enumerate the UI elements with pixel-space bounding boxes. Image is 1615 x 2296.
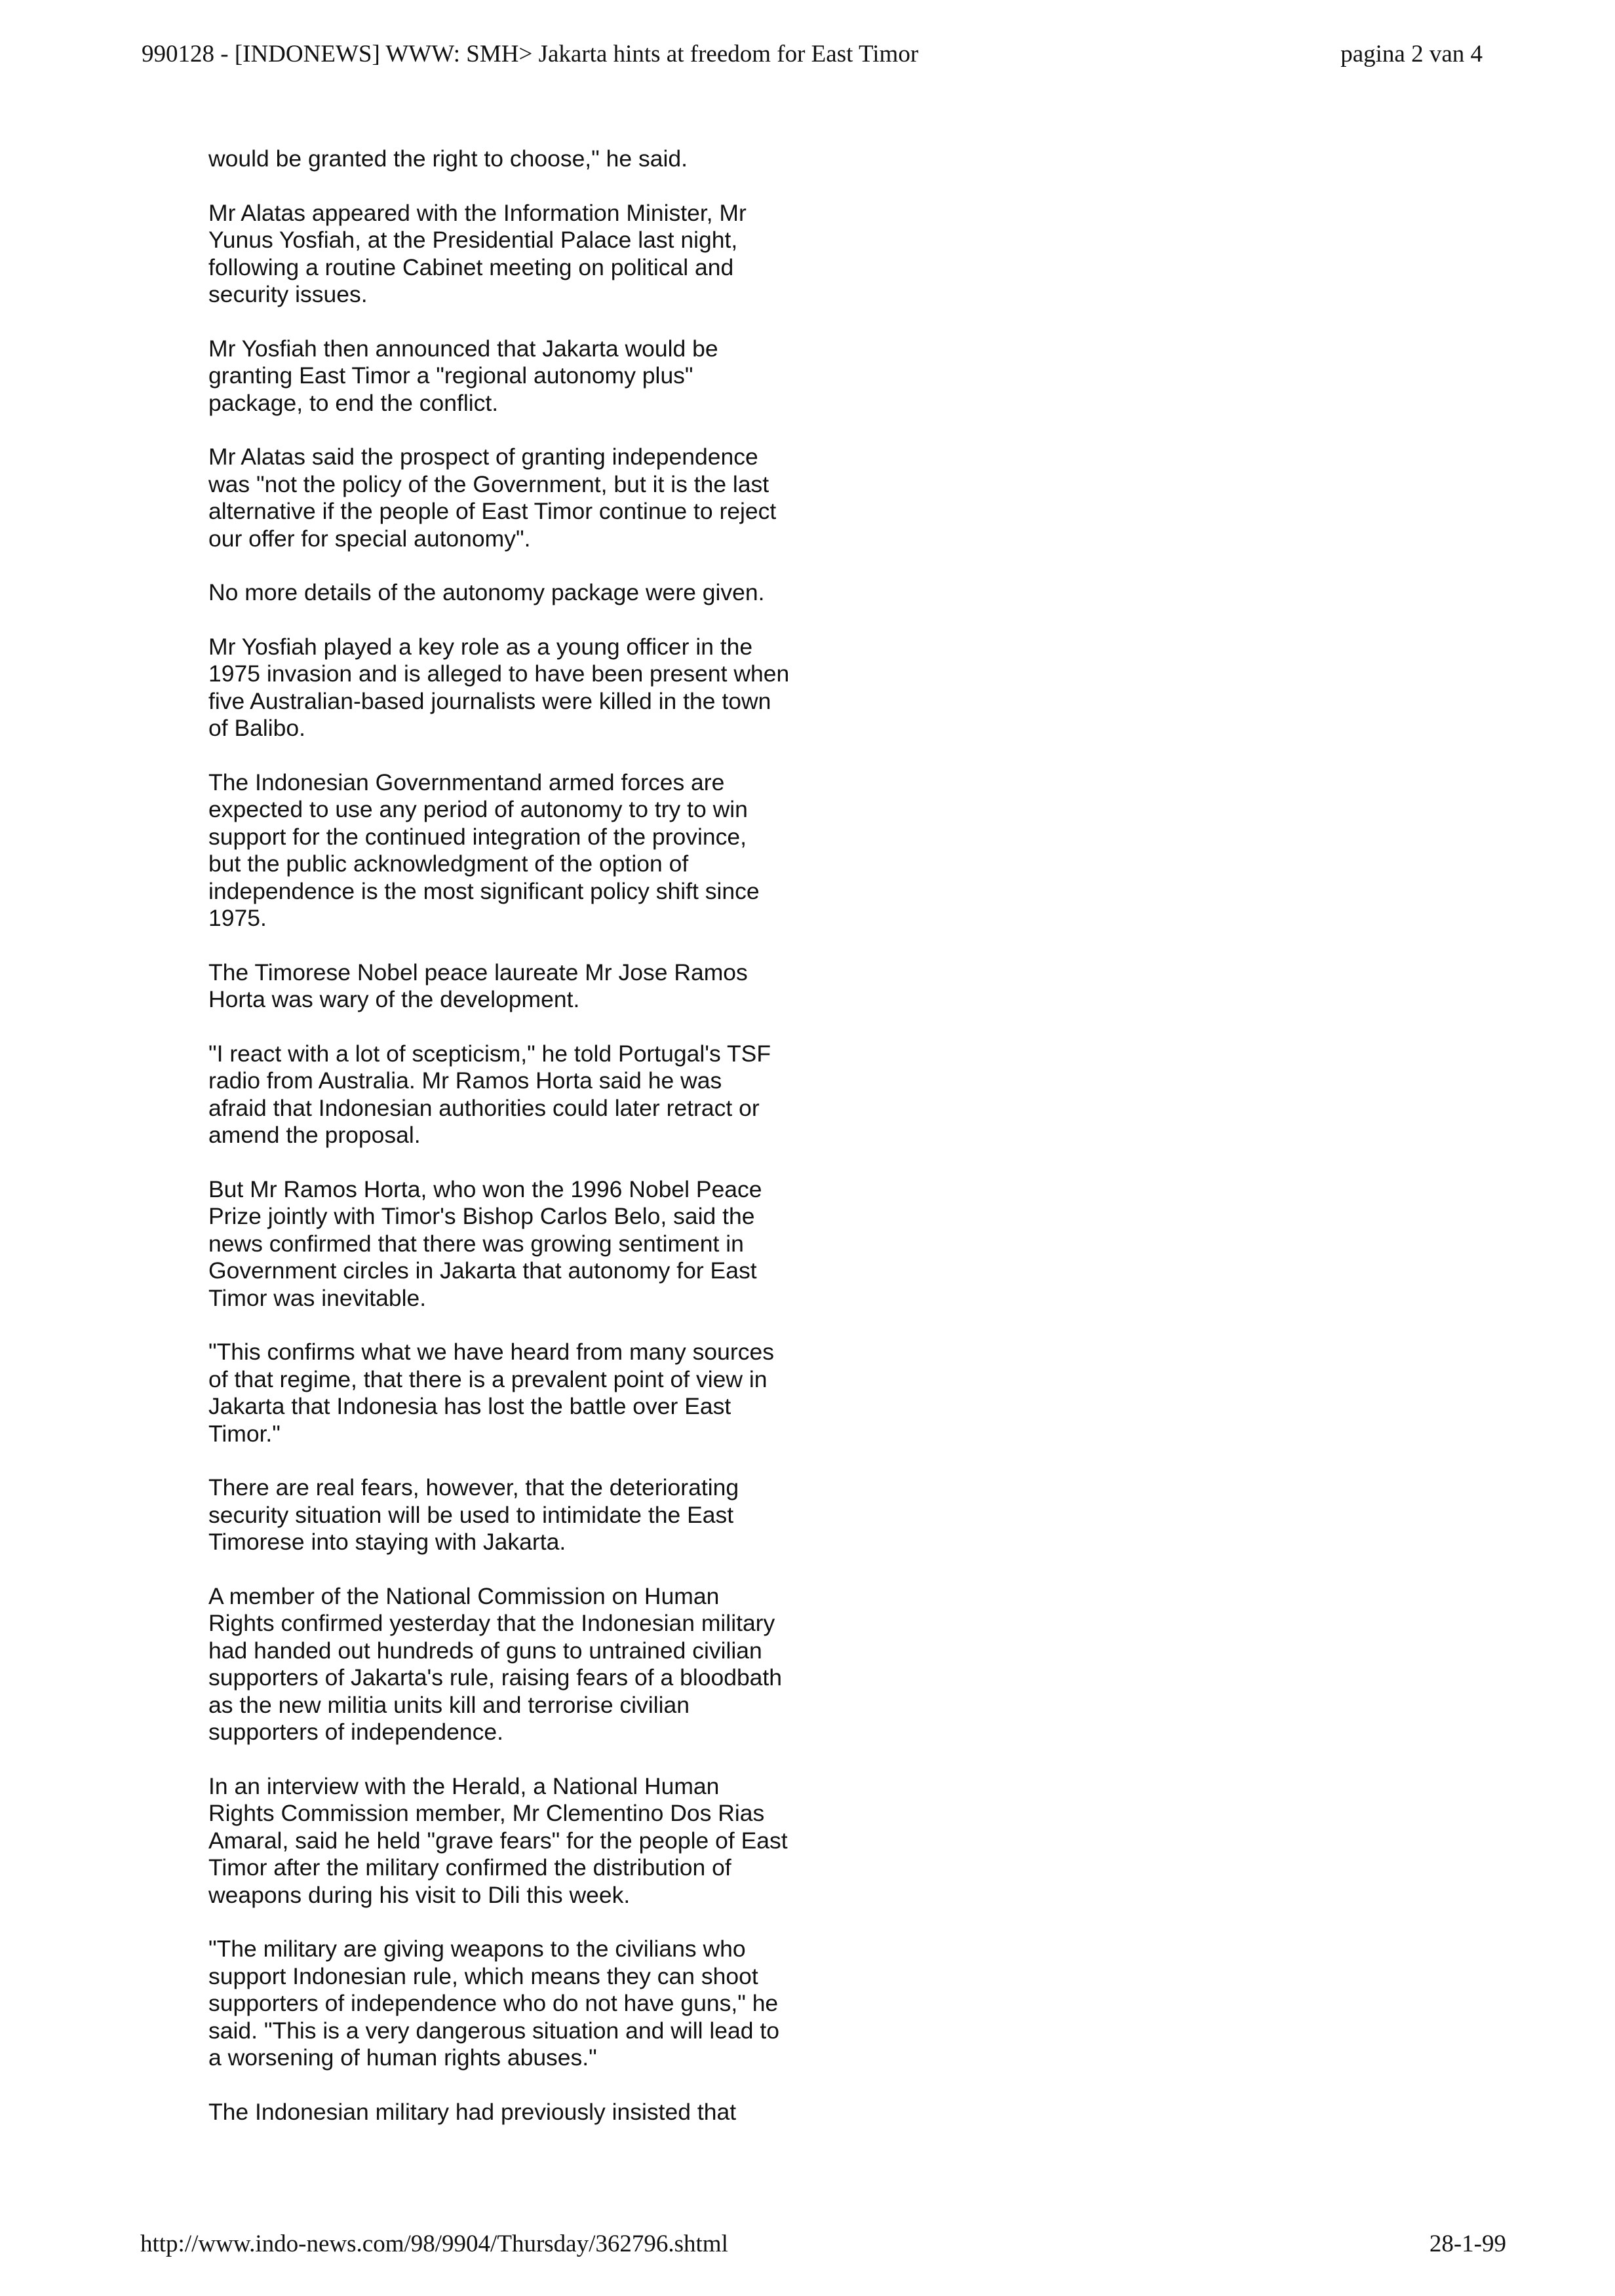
article-paragraph: Mr Yosfiah played a key role as a young officer in the 1975 invasion and is alleged to have been present when five Australian-based journalists were killed in the town of Balibo. (208, 633, 790, 741)
article-paragraph: Mr Alatas appeared with the Information Minister, Mr Yunus Yosfiah, at the Presidential Palace last night, following a routine Cabinet meeting on political and security issues. (208, 199, 747, 307)
article-paragraph: No more details of the autonomy package were given. (208, 579, 765, 605)
document-header-title: 990128 - [INDONEWS] WWW: SMH> Jakarta hints at freedom for East Timor (142, 41, 919, 67)
article-paragraph: The Indonesian Governmentand armed forces are expected to use any period of autonomy to try to win support for the continued integration of the province, but the public acknowledgment of the option of independence is the most significant policy shift since 1975. (208, 769, 760, 931)
article-paragraph: The Timorese Nobel peace laureate Mr Jose Ramos Horta was wary of the development. (208, 959, 748, 1012)
article-body (208, 145, 884, 2152)
article-paragraph: "The military are giving weapons to the civilians who support Indonesian rule, which means they can shoot supporters of independence who do not have guns," he said. "This is a very dangerous situation and will lead to a worsening of human rights abuses." (208, 1936, 779, 2071)
article-paragraph: A member of the National Commission on Human Rights confirmed yesterday that the Indonesian military had handed out hundreds of guns to untrained civilian supporters of Jakarta's rule, raising fears of a bloodbath as the new militia units kill and terrorise civilian supporters of independence. (208, 1582, 783, 1745)
article-paragraph: There are real fears, however, that the deteriorating security situation will be used to intimidate the East Timorese into staying with Jakarta. (208, 1474, 739, 1555)
article-paragraph: Mr Alatas said the prospect of granting independence was "not the policy of the Government, but it is the last alternative if the people of East Timor continue to reject our offer for special autonomy". (208, 444, 777, 552)
footer-date: 28-1-99 (1429, 2230, 1506, 2257)
article-paragraph: would be granted the right to choose," he said. (208, 145, 688, 172)
article-paragraph: "I react with a lot of scepticism," he told Portugal's TSF radio from Australia. Mr Ramos Horta said he was afraid that Indonesian authorities could later retract or amend the proposal. (208, 1040, 771, 1148)
article-paragraph: The Indonesian military had previously insisted that (208, 2098, 737, 2125)
page-number-indicator: pagina 2 van 4 (1340, 41, 1483, 67)
article-paragraph: Mr Yosfiah then announced that Jakarta would be granting East Timor a "regional autonomy plus" package, to end the conflict. (208, 335, 718, 416)
article-paragraph: But Mr Ramos Horta, who won the 1996 Nobel Peace Prize jointly with Timor's Bishop Carlos Belo, said the news confirmed that there was growing sentiment in Government circles in Jakarta that autonomy for East Timor was inevitable. (208, 1176, 762, 1311)
article-paragraph: In an interview with the Herald, a National Human Rights Commission member, Mr Clementino Dos Rias Amaral, said he held "grave fears" for the people of East Timor after the military confirmed the distribution of weapons during his visit to Dili this week. (208, 1772, 788, 1908)
article-paragraph: "This confirms what we have heard from many sources of that regime, that there is a prevalent point of view in Jakarta that Indonesia has lost the battle over East Timor." (208, 1339, 774, 1447)
footer-source-url: http://www.indo-news.com/98/9904/Thursday/362796.shtml (140, 2230, 728, 2257)
